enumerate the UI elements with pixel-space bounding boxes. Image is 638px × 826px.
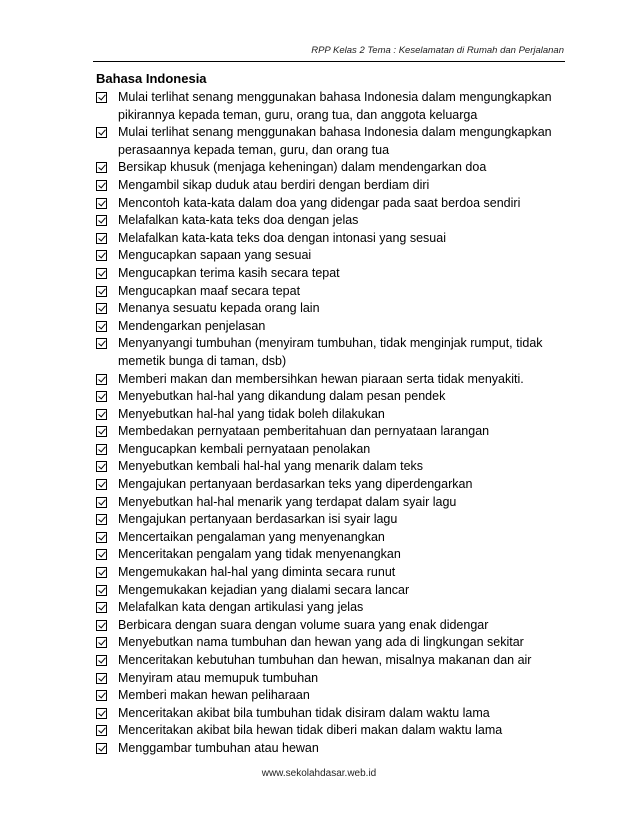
checklist-item xyxy=(96,529,568,547)
checklist-item xyxy=(96,195,568,213)
checklist-item xyxy=(96,371,568,389)
checklist-item-text: Menggambar tumbuhan atau hewan xyxy=(118,740,319,755)
checked-box-icon xyxy=(96,180,107,191)
checklist-item xyxy=(96,722,568,740)
checklist-item xyxy=(96,318,568,336)
checked-box-icon xyxy=(96,215,107,226)
checklist-item-text: Menyebutkan hal-hal menarik yang terdapat dalam syair lagu xyxy=(118,494,457,509)
checklist-item xyxy=(96,230,568,248)
checked-box-icon xyxy=(96,620,107,631)
checklist-item-text: Menanya sesuatu kepada orang lain xyxy=(118,301,320,316)
checklist-item-text: Mulai terlihat senang menggunakan bahasa Indonesia dalam mengungkapkan pikirannya kepada teman, guru, orang tua, dan anggota keluarga xyxy=(118,90,552,122)
header-rule xyxy=(93,61,565,62)
checked-box-icon xyxy=(96,409,107,420)
checked-box-icon xyxy=(96,303,107,314)
checked-box-icon xyxy=(96,461,107,472)
checklist-item xyxy=(96,652,568,670)
page-footer: www.sekolahdasar.web.id xyxy=(261,768,377,779)
checked-box-icon xyxy=(96,374,107,385)
checklist xyxy=(96,89,568,758)
checklist-item-text: Melafalkan kata-kata teks doa dengan intonasi yang sesuai xyxy=(118,230,446,245)
checked-box-icon xyxy=(96,514,107,525)
checklist-item-text: Membedakan pernyataan pemberitahuan dan pernyataan larangan xyxy=(118,424,490,439)
checklist-item xyxy=(96,617,568,635)
checked-box-icon xyxy=(96,426,107,437)
checked-box-icon xyxy=(96,497,107,508)
checklist-item-text: Mencertaikan pengalaman yang menyenangkan xyxy=(118,529,385,544)
checklist-item-text: Menceritakan kebutuhan tumbuhan dan hewan, misalnya makanan dan air xyxy=(118,653,532,667)
checked-box-icon xyxy=(96,743,107,754)
checklist-item-text: Mengemukakan kejadian yang dialami secara lancar xyxy=(118,582,410,597)
checklist-item-text: Mengucapkan sapaan yang sesuai xyxy=(118,248,312,263)
checked-box-icon xyxy=(96,250,107,261)
checked-box-icon xyxy=(96,690,107,701)
checked-box-icon xyxy=(96,725,107,736)
checklist-item xyxy=(96,89,568,124)
checklist-item xyxy=(96,124,568,159)
checklist-item-text: Memberi makan hewan peliharaan xyxy=(118,688,310,703)
checklist-item-text: Menyebutkan hal-hal yang tidak boleh dilakukan xyxy=(118,406,385,421)
section-title: Bahasa Indonesia xyxy=(96,71,207,86)
checked-box-icon xyxy=(96,444,107,455)
checklist-item-text: Mengucapkan terima kasih secara tepat xyxy=(118,265,340,280)
checklist-item xyxy=(96,265,568,283)
checklist-item xyxy=(96,687,568,705)
checked-box-icon xyxy=(96,602,107,613)
checked-box-icon xyxy=(96,567,107,578)
checked-box-icon xyxy=(96,585,107,596)
checked-box-icon xyxy=(96,268,107,279)
checklist-item-text: Menyebutkan kembali hal-hal yang menarik dalam teks xyxy=(118,459,424,474)
checklist-item xyxy=(96,177,568,195)
checklist-item xyxy=(96,247,568,265)
checked-box-icon xyxy=(96,655,107,666)
checklist-item xyxy=(96,705,568,723)
checked-box-icon xyxy=(96,338,107,349)
checklist-item-text: Menyiram atau memupuk tumbuhan xyxy=(118,670,319,685)
checked-box-icon xyxy=(96,549,107,560)
checklist-item xyxy=(96,300,568,318)
checklist-item xyxy=(96,212,568,230)
checklist-item-text: Mengambil sikap duduk atau berdiri dengan berdiam diri xyxy=(118,177,430,192)
checked-box-icon xyxy=(96,162,107,173)
checklist-item-text: Mengemukakan hal-hal yang diminta secara runut xyxy=(118,565,396,580)
checked-box-icon xyxy=(96,127,107,138)
checklist-item-text: Melafalkan kata-kata teks doa dengan jelas xyxy=(118,213,359,228)
checklist-item-text: Mengajukan pertanyaan berdasarkan isi syair lagu xyxy=(118,512,398,527)
checklist-item-text: Memberi makan dan membersihkan hewan piaraan serta tidak menyakiti. xyxy=(118,371,524,386)
checklist-item xyxy=(96,546,568,564)
checklist-item xyxy=(96,159,568,177)
checklist-item xyxy=(96,564,568,582)
checklist-item xyxy=(96,582,568,600)
checked-box-icon xyxy=(96,321,107,332)
checklist-item xyxy=(96,599,568,617)
checklist-item xyxy=(96,406,568,424)
checklist-item-text: Mulai terlihat senang menggunakan bahasa Indonesia dalam mengungkapkan perasaannya kepada teman, guru, dan orang tua xyxy=(118,125,552,157)
checklist-item xyxy=(96,634,568,652)
checklist-item-text: Mencontoh kata-kata dalam doa yang didengar pada saat berdoa sendiri xyxy=(118,195,521,210)
checklist-item-text: Mengucapkan maaf secara tepat xyxy=(118,283,301,298)
checklist-item xyxy=(96,494,568,512)
checklist-item xyxy=(96,740,568,758)
checklist-item xyxy=(96,458,568,476)
checklist-item-text: Mendengarkan penjelasan xyxy=(118,318,266,333)
checklist-item xyxy=(96,511,568,529)
checklist-item-text: Menyanyangi tumbuhan (menyiram tumbuhan, tidak menginjak rumput, tidak memetik bunga di taman, dsb) xyxy=(118,336,543,368)
checked-box-icon xyxy=(96,673,107,684)
checked-box-icon xyxy=(96,479,107,490)
checklist-item-text: Menceritakan pengalam yang tidak menyenangkan xyxy=(118,547,401,562)
checklist-item xyxy=(96,335,568,370)
checklist-item xyxy=(96,388,568,406)
checklist-item-text: Menyebutkan nama tumbuhan dan hewan yang ada di lingkungan sekitar xyxy=(118,635,524,650)
page-header: RPP Kelas 2 Tema : Keselamatan di Rumah dan Perjalanan xyxy=(311,45,564,56)
checked-box-icon xyxy=(96,637,107,648)
checklist-item-text: Bersikap khusuk (menjaga keheningan) dalam mendengarkan doa xyxy=(118,160,487,175)
checklist-item xyxy=(96,283,568,301)
checklist-item-text: Melafalkan kata dengan artikulasi yang jelas xyxy=(118,600,364,615)
checklist-item xyxy=(96,423,568,441)
checklist-item xyxy=(96,441,568,459)
checklist-item xyxy=(96,476,568,494)
checked-box-icon xyxy=(96,233,107,244)
checklist-item-text: Berbicara dengan suara dengan volume suara yang enak didengar xyxy=(118,617,489,632)
checked-box-icon xyxy=(96,92,107,103)
checked-box-icon xyxy=(96,286,107,297)
checked-box-icon xyxy=(96,532,107,543)
checklist-item-text: Mengucapkan kembali pernyataan penolakan xyxy=(118,441,371,456)
checklist-item-text: Menceritakan akibat bila tumbuhan tidak disiram dalam waktu lama xyxy=(118,705,490,720)
checklist-item-text: Mengajukan pertanyaan berdasarkan teks yang diperdengarkan xyxy=(118,477,473,492)
checklist-item-text: Menyebutkan hal-hal yang dikandung dalam pesan pendek xyxy=(118,389,446,404)
checklist-item xyxy=(96,670,568,688)
checked-box-icon xyxy=(96,391,107,402)
checked-box-icon xyxy=(96,708,107,719)
checklist-item-text: Menceritakan akibat bila hewan tidak diberi makan dalam waktu lama xyxy=(118,723,503,738)
checked-box-icon xyxy=(96,198,107,209)
